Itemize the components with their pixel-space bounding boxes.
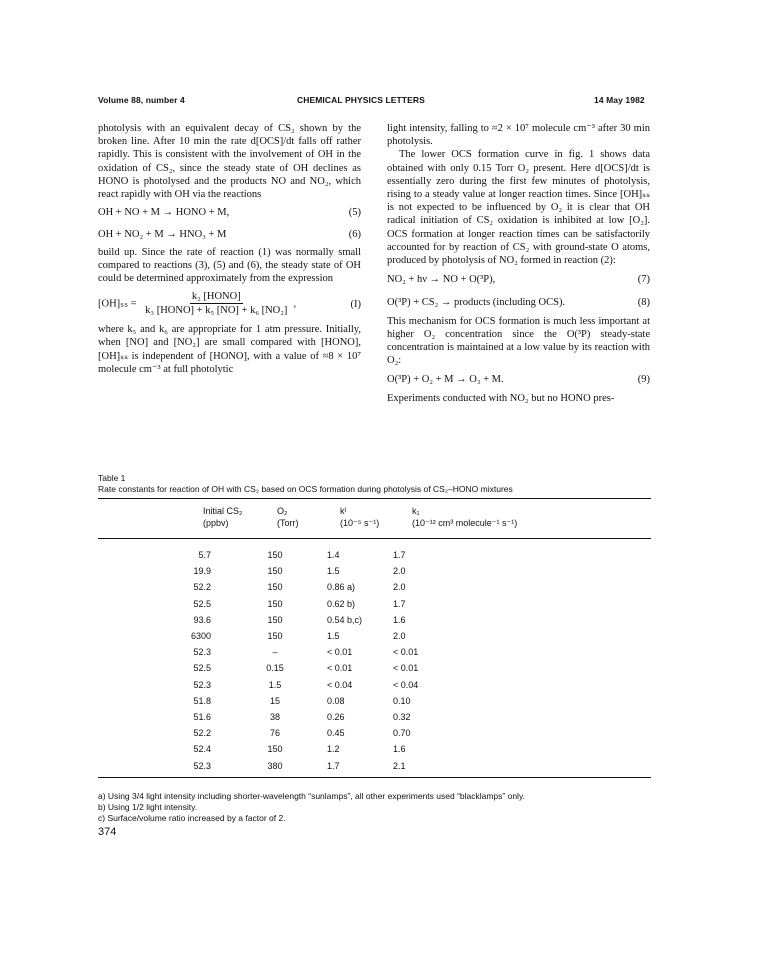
- table-cell: 51.6: [193, 712, 211, 723]
- table-cell: 19.9: [193, 566, 211, 577]
- table-cell: 150: [267, 614, 283, 625]
- table-cell: 1.5: [327, 566, 340, 577]
- equation-1: [98, 291, 361, 317]
- equation-7: [387, 273, 650, 286]
- table-description: Rate constants for reaction of OH with CS₂ based on OCS formation during photolysis of CS₂–HONO mixtures: [98, 484, 513, 494]
- table-row: [165, 660, 457, 676]
- table-cell: 6300: [190, 631, 211, 642]
- table-cell: 0.45: [327, 728, 345, 739]
- table-cell: 0.10: [393, 695, 411, 706]
- table-cell: < 0.01: [393, 663, 419, 674]
- table-cell: 1.7: [327, 760, 340, 771]
- table-cell: 51.8: [193, 695, 211, 706]
- table-cell: 15: [269, 695, 280, 706]
- table-cell: 0.32: [393, 712, 411, 723]
- table-cell: 150: [267, 744, 283, 755]
- table-cell: 52.5: [193, 598, 211, 609]
- equation-number: (7): [637, 274, 650, 286]
- table-row: [165, 644, 457, 660]
- table-cell: 1.4: [327, 550, 340, 560]
- data-table: [165, 547, 457, 774]
- table-cell: 150: [267, 550, 283, 560]
- table-cell: 1.2: [327, 744, 340, 755]
- header-unit: (10⁻⁵ s⁻¹): [340, 518, 380, 528]
- header-line: O₂: [277, 506, 288, 516]
- table-cell: 52.2: [193, 582, 211, 593]
- table-cell: 380: [267, 760, 283, 771]
- table-cell: 0.15: [266, 663, 284, 674]
- right-column: [387, 122, 650, 405]
- table-cell: 52.2: [193, 728, 211, 739]
- fraction-denominator: k₃ [HONO] + k₅ [NO] + k₆ [NO₂]: [145, 305, 288, 317]
- table-row: [165, 612, 457, 628]
- table-cell: 0.08: [327, 695, 345, 706]
- paragraph: This mechanism for OCS formation is much less important at higher O₂ concentration since the O(³P) steady-state concentration is maintained at a low value by its reaction with O₂:: [387, 315, 650, 367]
- table-row: [165, 677, 457, 693]
- table-cell: < 0.01: [327, 647, 353, 658]
- page-number: 374: [98, 826, 117, 838]
- header-unit: (ppbv): [203, 518, 229, 528]
- table-row: [165, 563, 457, 579]
- table-cell: 52.3: [193, 679, 211, 690]
- table-cell: 1.5: [327, 631, 340, 642]
- table-cell: 52.5: [193, 663, 211, 674]
- paragraph: The lower OCS formation curve in fig. 1 shows data obtained with only 0.15 Torr O₂ present. Here d[OCS]/dt is essentially zero during the first few minutes of photolysis, rising to a steady value at longer reaction times. Since [OH]ₛₛ is not expected to be influenced by O₂ it is clear that OH radical initiation of CS₂ oxidation is inhibited at low [O₂]. OCS formation at longer reaction times can be satisfactorily accounted for by reaction of CS₂ with ground-state O atoms, produced by photolysis of NO₂ formed in reaction (2):: [387, 149, 650, 267]
- column-header-k1-rate-constant: [412, 505, 517, 529]
- volume-number: Volume 88, number 4: [98, 95, 185, 105]
- table-cell: 1.7: [393, 598, 406, 609]
- table-cell: < 0.01: [327, 663, 353, 674]
- equation-number: (8): [637, 297, 650, 309]
- equation-lhs: [OH]ₛₛ =: [98, 298, 137, 310]
- table-cell: –: [272, 647, 278, 658]
- table-cell: < 0.04: [327, 679, 353, 690]
- table-cell: 0.26: [327, 712, 345, 723]
- column-header-k1-first-order: [340, 505, 379, 529]
- table-row: [165, 596, 457, 612]
- equation-text: O(³P) + CS₂ → products (including OCS).: [387, 297, 566, 309]
- header-unit: (10⁻¹² cm³ molecule⁻¹ s⁻¹): [412, 518, 518, 528]
- table-cell: 1.5: [268, 679, 282, 690]
- table-cell: 0.86 a): [327, 582, 356, 593]
- table-cell: 0.70: [393, 728, 411, 739]
- table-cell: < 0.01: [393, 647, 419, 658]
- table-cell: 150: [267, 631, 283, 642]
- table-cell: 2.1: [393, 760, 406, 771]
- header-line: k₁: [412, 506, 420, 516]
- issue-date: 14 May 1982: [594, 95, 645, 105]
- equation-8: [387, 296, 650, 309]
- table-bottom-rule: [98, 777, 651, 778]
- footnote-a: a) Using 3/4 light intensity including shorter-wavelength “sunlamps”, all other experiments used “blacklamps” only.: [98, 791, 525, 801]
- table-cell: 5.7: [198, 550, 211, 560]
- table-cell: 0.54 b,c): [327, 614, 363, 625]
- table-cell: 2.0: [393, 631, 406, 642]
- journal-title: CHEMICAL PHYSICS LETTERS: [297, 95, 425, 105]
- equation-text: OH + NO + M → HONO + M,: [98, 207, 230, 219]
- table-row: [165, 709, 457, 725]
- table-cell: 52.3: [193, 760, 211, 771]
- table-cell: 2.0: [393, 582, 406, 593]
- table-cell: 1.6: [393, 744, 406, 755]
- equation-text: OH + NO₂ + M → HNO₃ + M: [98, 229, 227, 241]
- paragraph: photolysis with an equivalent decay of CS₂ shown by the broken line. After 10 min the rate d[OCS]/dt falls off rather rapidly. This is consistent with the involvement of OH in the oxidation of CS₂, since the steady state of OH declines as HONO is photolysed and the products NO and NO₂, which react rapidly with OH via the reactions: [98, 123, 361, 201]
- equation-5: [98, 206, 361, 219]
- table-row: [165, 741, 457, 757]
- fraction-numerator: k₂ [HONO]: [191, 291, 241, 303]
- equation-fraction: [143, 291, 289, 317]
- table-cell: 1.7: [393, 550, 406, 560]
- paragraph: Experiments conducted with NO₂ but no HONO pres-: [387, 392, 615, 404]
- table-cell: 1.6: [393, 614, 406, 625]
- column-header-initial-cs2: [203, 505, 243, 529]
- left-column: [98, 122, 361, 376]
- header-line: Initial CS₂: [203, 506, 243, 516]
- paragraph: build up. Since the rate of reaction (1) was normally small compared to reactions (3), (5) and (6), the steady state of OH could be determined approximately from the expression: [98, 246, 361, 285]
- table-cell: 38: [269, 712, 280, 723]
- table-title: Table 1: [98, 473, 126, 483]
- header-unit: (Torr): [277, 518, 299, 528]
- equation-6: [98, 228, 361, 241]
- table-row: [165, 725, 457, 741]
- column-header-o2: [277, 505, 299, 529]
- equation-text: NO₂ + hν → NO + O(³P),: [387, 274, 496, 286]
- table-cell: 150: [267, 582, 283, 593]
- table-cell: 93.6: [193, 614, 211, 625]
- table-cell: 150: [267, 598, 283, 609]
- table-top-rule: [98, 498, 651, 499]
- footnote-c: c) Surface/volume ratio increased by a factor of 2.: [98, 813, 286, 823]
- table-cell: < 0.04: [393, 679, 419, 690]
- equation-number: (I): [350, 298, 361, 310]
- table-caption: [98, 473, 513, 495]
- table-cell: 2.0: [393, 566, 406, 577]
- table-cell: 150: [267, 566, 283, 577]
- table-row: [165, 628, 457, 644]
- equation-number: (5): [348, 207, 361, 219]
- equation-number: (9): [637, 374, 650, 386]
- footnote-b: b) Using 1/2 light intensity.: [98, 802, 198, 812]
- table-cell: 52.4: [193, 744, 211, 755]
- table-cell: 76: [269, 728, 280, 739]
- table-cell: 52.3: [193, 647, 211, 658]
- paragraph: light intensity, falling to ≈2 × 10⁷ molecule cm⁻³ after 30 min photolysis.: [387, 123, 650, 148]
- table-row: [165, 579, 457, 595]
- table-row: [165, 693, 457, 709]
- equation-tail: ,: [293, 298, 297, 310]
- header-line: kᴵ: [340, 506, 347, 516]
- table-header-rule: [98, 538, 651, 539]
- table-row: [165, 547, 457, 563]
- paragraph: where k₅ and k₆ are appropriate for 1 atm pressure. Initially, when [NO] and [NO₂] are small compared with [HONO], [OH]ₛₛ is independent of [HONO], with a value of ≈8 × 10⁷ molecule cm⁻³ at full photolytic: [98, 324, 361, 375]
- table-cell: 0.62 b): [327, 598, 356, 609]
- equation-number: (6): [348, 229, 361, 241]
- equation-text: O(³P) + O₂ + M → O₃ + M.: [387, 374, 504, 386]
- table-row: [165, 758, 457, 774]
- equation-9: [387, 373, 650, 386]
